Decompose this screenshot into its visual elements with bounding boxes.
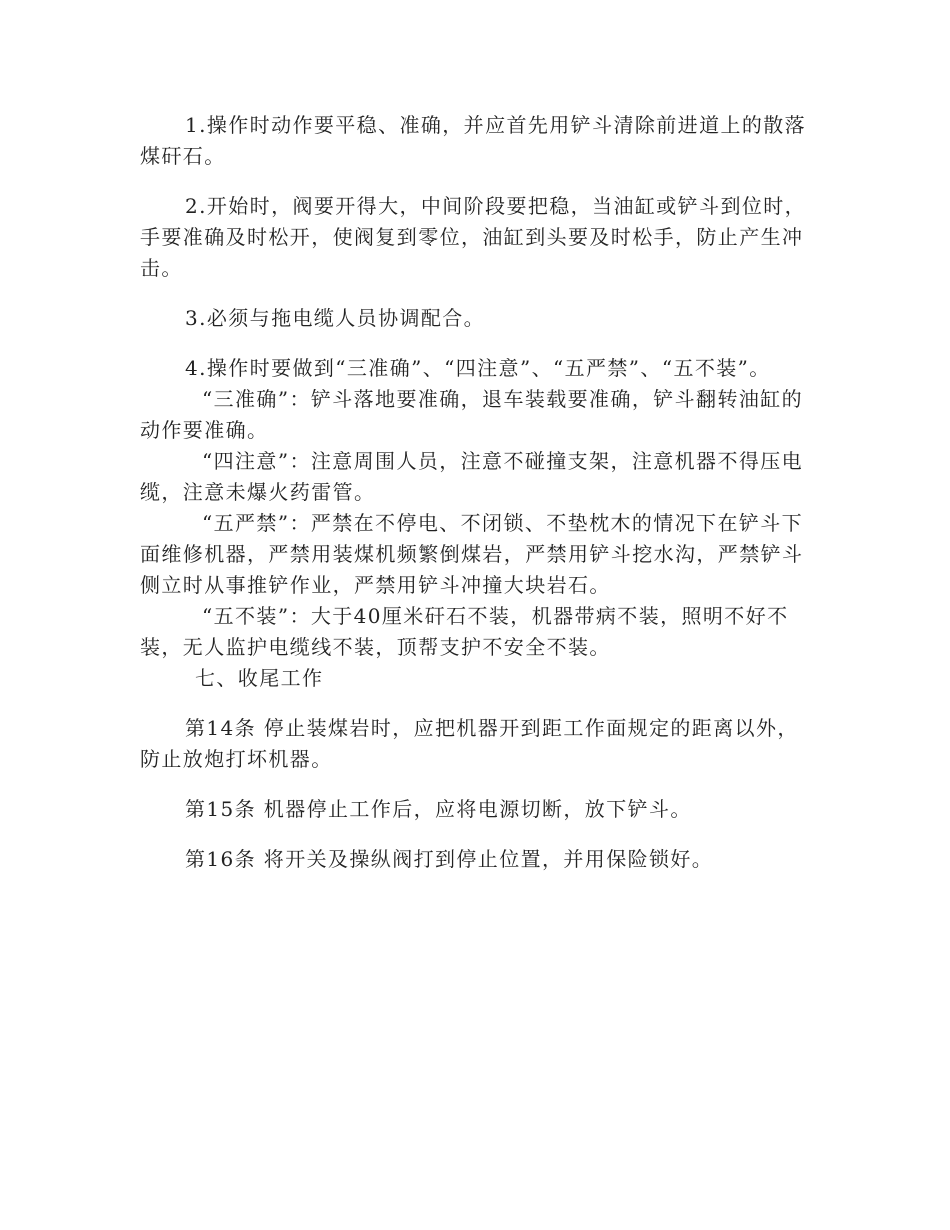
paragraph-operation-4: 4.操作时要做到“三准确”、“四注意”、“五严禁”、“五不装”。 bbox=[185, 356, 771, 380]
paragraph-four-attention: “四注意”：注意周围人员，注意不碰撞支架，注意机器不得压电缆，注意未爆火药雷管。 bbox=[140, 449, 804, 504]
article-16: 第16条 将开关及操纵阀打到停止位置，并用保险锁好。 bbox=[185, 847, 714, 871]
article-14: 第14条 停止装煤岩时，应把机器开到距工作面规定的距离以外，防止放炮打坏机器。 bbox=[140, 716, 799, 771]
paragraph-operation-1: 1.操作时动作要平稳、准确，并应首先用铲斗清除前进道上的散落煤矸石。 bbox=[140, 113, 807, 168]
paragraph-five-no-load: “五不装”：大于40厘米矸石不装，机器带病不装，照明不好不装，无人监护电缆线不装，顶帮支护不安全不装。 bbox=[140, 604, 789, 659]
paragraph-three-accurate: “三准确”：铲斗落地要准确，退车装载要准确，铲斗翻转油缸的动作要准确。 bbox=[140, 387, 804, 442]
paragraph-five-forbidden: “五严禁”：严禁在不停电、不闭锁、不垫枕木的情况下在铲斗下面维修机器，严禁用装煤机频繁倒煤岩，严禁用铲斗挖水沟，严禁铲斗侧立时从事推铲作业，严禁用铲斗冲撞大块岩石。 bbox=[140, 511, 804, 597]
paragraph-operation-2: 2.开始时，阀要开得大，中间阶段要把稳，当油缸或铲斗到位时，手要准确及时松开，使阀复到零位，油缸到头要及时松手，防止产生冲击。 bbox=[140, 194, 807, 280]
article-15: 第15条 机器停止工作后，应将电源切断，放下铲斗。 bbox=[185, 797, 692, 821]
document-body bbox=[140, 110, 810, 875]
section-title-closing-work: 七、收尾工作 bbox=[195, 666, 324, 690]
paragraph-operation-3: 3.必须与拖电缆人员协调配合。 bbox=[185, 306, 486, 330]
